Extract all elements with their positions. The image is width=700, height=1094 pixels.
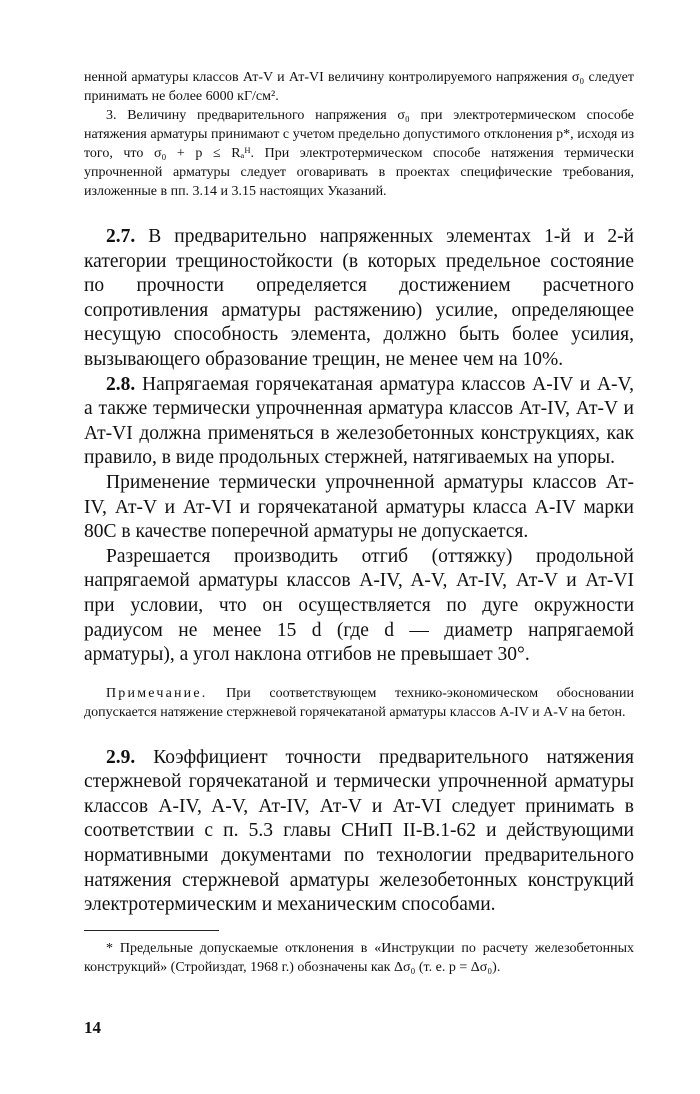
footnote: * Предельные допускаемые отклонения в «Инструкции по расчету железобетонных конструкций» (Стройиздат, 1968 г.) обозначены как Δσ₀ (т. е. p = Δσ₀). (84, 940, 634, 975)
note (84, 684, 634, 722)
section-2-8-para2: Применение термически упрочненной арматуры классов Ат-IV, Ат-V и Ат-VI и горячекатаной арматуры класса A-IV марки 80С в качестве поперечной арматуры не допускается. (84, 471, 634, 543)
section-2-9-number: 2.9. (106, 746, 136, 768)
section-2-8 (84, 373, 634, 471)
section-2-7-number: 2.7. (106, 226, 136, 247)
note-label: Примечание. (106, 685, 208, 701)
page-number: 14 (84, 1018, 101, 1037)
top-paragraph-1: ненной арматуры классов Ат-V и Ат-VI величину контролируемого напряжения σ₀ следует принимать не более 6000 кГ/см². (84, 70, 634, 104)
top-paragraph-2: 3. Величину предварительного напряжения σ₀ при электротермическом способе натяжения арматуры принимают с учетом предельно допустимого отклонения p*, исходя из того, что σ₀ + p ≤ Rₐᴴ. При электротермическом способе натяжения термически упрочненной арматуры следует оговаривать в проектах специфические требования, изложенные в пп. 3.14 и 3.15 настоящих Указаний. (84, 108, 634, 199)
footnote-divider (84, 930, 219, 931)
section-2-7-text: В предварительно напряженных элементах 1-й и 2-й категории трещиностойкости (в которых предельное состояние по прочности определяется достижением расчетного сопротивления арматуры растяжению) усилие, определяющее несущую способность элемента, должно быть более усилия, вызывающего образование трещин, не менее чем на 10%. (84, 226, 634, 370)
section-2-8-para3: Разрешается производить отгиб (оттяжку) продольной напрягаемой арматуры классов A-IV, A-V, Ат-IV, Ат-V и Ат-VI при условии, что он осуществляется по дуге окружности радиусом не менее 15 d (где d — диаметр напрягаемой арматуры), а угол наклона отгибов не превышает 30°. (84, 545, 634, 666)
section-2-9 (84, 746, 634, 918)
section-2-9-text: Коэффициент точности предварительного натяжения стержневой горячекатаной и термически упрочненной арматуры классов A-IV, A-V, Ат-IV, Ат-V и Ат-VI следует принимать в соответствии с п. 5.3 главы СНиП II-В.1-62 и действующими нормативными документами по технологии предварительного натяжения стержневой арматуры железобетонных конструкций электротермическим и механическим способами. (84, 746, 635, 916)
note-text: При соответствующем технико-экономическом обосновании допускается натяжение стержневой горячекатаной арматуры классов A-IV и A-V на бетон. (84, 685, 634, 720)
section-2-8-text: Напрягаемая горячекатаная арматура классов A-IV и A-V, а также термически упрочненная арматура классов Ат-IV, Ат-V и Ат-VI должна применяться в железобетонных конструкциях, как правило, в виде продольных стержней, натягиваемых на упоры. (84, 373, 634, 469)
page-content (84, 68, 634, 977)
section-2-8-number: 2.8. (106, 373, 136, 395)
section-2-7 (84, 225, 634, 373)
